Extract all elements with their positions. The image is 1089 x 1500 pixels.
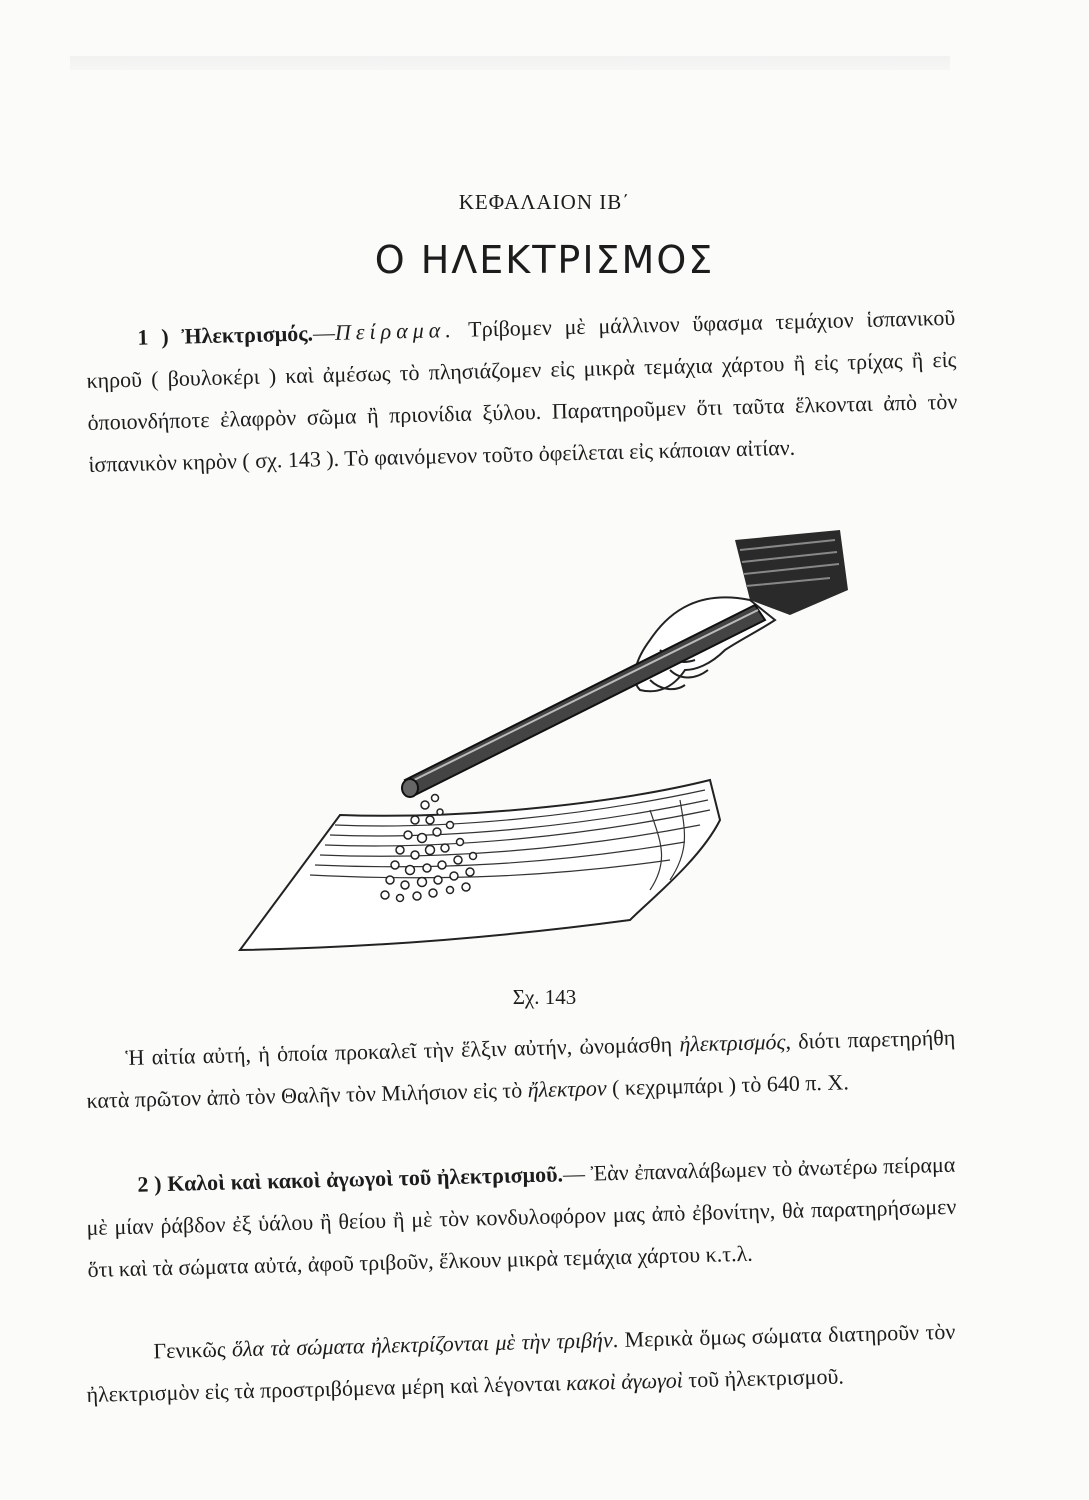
paragraph-2-text-b: , διότι παρετηρήθη κατὰ πρῶτον ἀπὸ τὸν Θαλῆν τὸν Μιλήσιον εἰς τὸ: [86, 1024, 956, 1113]
chapter-heading: ΚΕΦΑΛΑΙΟΝ ΙΒ΄: [458, 190, 631, 214]
figure-caption: Σχ. 143: [512, 985, 577, 1009]
figure-143-illustration: [230, 520, 850, 980]
section-2-heading: 2 ) Καλοὶ καὶ κακοὶ ἀγωγοὶ τοῦ ἠλεκτρισμοῦ.: [137, 1161, 564, 1197]
paragraph-4-text-b: . Μερικὰ ὅμως σώματα διατηροῦν τὸν ἠλεκτρισμὸν εἰς τὰ προστριβόμενα μέρη καὶ λέγονται: [86, 1318, 956, 1407]
section-1-heading: 1 ) Ἠλεκτρισμός.: [137, 320, 314, 350]
paragraph-4-italic: ὅλα τὰ σώματα ἠλεκτρίζονται μὲ τὴν τριβήν: [231, 1327, 613, 1362]
section-1-text: Τρίβομεν μὲ μάλλινον ὕφασμα τεμάχιον ἱσπανικοῦ κηροῦ ( βουλοκέρι ) καὶ ἀμέσως τὸ πλησιάζομεν εἰς μικρὰ τεμάχια χάρτου ἢ εἰς τρίχας ἢ εἰς ὁποιονδήποτε ἐλαφρὸν σῶμα ἢ πριονίδια ξύλου. Παρατηροῦμεν ὅτι ταῦτα ἕλκονται ἀπὸ τὸν ἱσπανικὸν κηρὸν ( σχ. 143 ). Τὸ φαινόμενον τοῦτο ὀφείλεται εἰς κάποιαν αἰτίαν.: [86, 304, 958, 477]
paragraph-4-text-a: Γενικῶς: [153, 1336, 233, 1364]
term-bad-conductors: κακοὶ ἀγωγοὶ: [565, 1367, 684, 1396]
paragraph-2: [85, 1017, 957, 1122]
paper-sheet: [240, 780, 720, 950]
section-2-paragraph: [85, 1144, 958, 1291]
paragraph-2-text-a: Ἡ αἰτία αὐτή, ἡ ὁποία προκαλεῖ τὴν ἕλξιν αὐτήν, ὠνομάσθη: [125, 1031, 680, 1071]
term-electricity: ἠλεκτρισμός: [679, 1028, 786, 1057]
wax-rod: [402, 605, 765, 797]
section-2-dash: —: [562, 1160, 586, 1187]
term-amber: ἤλεκτρον: [527, 1075, 607, 1103]
page-title: Ο ΗΛΕΚΤΡΙΣΜΟΣ: [374, 238, 715, 282]
paragraph-4: [85, 1311, 957, 1416]
section-2-text: Ἐὰν ἐπαναλάβωμεν τὸ ἀνωτέρω πείραμα μὲ μίαν ῥάβδον ἐξ ὑάλου ἢ θείου ἢ μὲ τὸν κονδυλοφόρον μας ἀπὸ ἐβονίτην, θὰ παρατηρήσωμεν ὅτι καὶ τὰ σώματα αὐτά, ἀφοῦ τριβοῦν, ἕλκουν μικρὰ τεμάχια χάρτου κ.τ.λ.: [86, 1151, 957, 1282]
experiment-label: Πείραμα.: [334, 316, 457, 345]
paragraph-4-text-c: τοῦ ἠλεκτρισμοῦ.: [682, 1363, 845, 1393]
section-1-paragraph: [85, 297, 959, 486]
paragraph-2-text-c: ( κεχριμπάρι ) τὸ 640 π. Χ.: [606, 1069, 850, 1101]
section-1-dash: —: [312, 319, 336, 346]
